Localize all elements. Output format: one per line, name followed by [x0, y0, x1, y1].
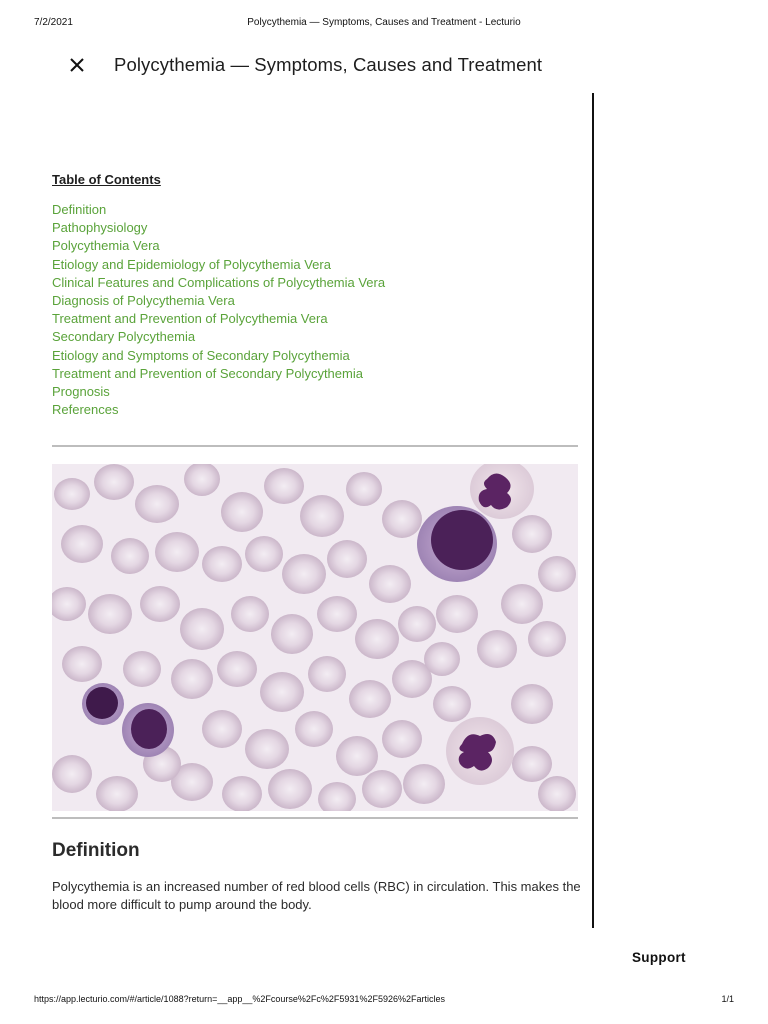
- small-lymphocyte-cell-2: [122, 703, 174, 757]
- toc-link-secondary-polycythemia[interactable]: Secondary Polycythemia: [52, 329, 196, 345]
- support-button[interactable]: Support: [632, 950, 686, 965]
- red-blood-cell: [96, 776, 138, 811]
- toc-item: [52, 401, 578, 419]
- toc-item: [52, 219, 578, 237]
- red-blood-cell: [349, 680, 391, 718]
- toc-item: [52, 237, 578, 255]
- red-blood-cell: [346, 472, 382, 506]
- definition-paragraph: Polycythemia is an increased number of red blood cells (RBC) in circulation. This makes the blood more difficult to pump around the body.: [52, 879, 581, 913]
- divider: [52, 817, 578, 819]
- red-blood-cell: [264, 468, 304, 504]
- red-blood-cell: [217, 651, 257, 687]
- red-blood-cell: [398, 606, 436, 642]
- red-blood-cell: [231, 596, 269, 632]
- toc-link-diagnosis-pv[interactable]: Diagnosis of Polycythemia Vera: [52, 292, 235, 308]
- red-blood-cell: [202, 546, 242, 582]
- red-blood-cell: [528, 621, 566, 657]
- sidebar-divider: [592, 93, 594, 928]
- red-blood-cell: [123, 651, 161, 687]
- divider: [52, 445, 578, 447]
- red-blood-cell: [135, 485, 179, 523]
- toc-link-etiology-secondary[interactable]: Etiology and Symptoms of Secondary Polycythemia: [52, 347, 350, 363]
- toc-item: [52, 365, 578, 383]
- red-blood-cell: [477, 630, 517, 668]
- print-page-count: 1/1: [721, 994, 734, 1004]
- table-of-contents: [52, 172, 578, 419]
- red-blood-cell: [222, 776, 262, 811]
- section-heading-definition: Definition: [52, 840, 140, 861]
- red-blood-cell: [54, 478, 90, 510]
- red-blood-cell: [538, 776, 576, 811]
- red-blood-cell: [300, 495, 344, 537]
- toc-link-references[interactable]: References: [52, 402, 119, 418]
- red-blood-cell: [111, 538, 149, 574]
- red-blood-cell: [355, 619, 399, 659]
- toc-link-etiology-epidemiology-pv[interactable]: Etiology and Epidemiology of Polycythemia Vera: [52, 256, 331, 272]
- print-header: [0, 17, 768, 31]
- red-blood-cell: [202, 710, 242, 748]
- red-blood-cell: [260, 672, 304, 712]
- red-blood-cell: [171, 659, 213, 699]
- toc-item: [52, 292, 578, 310]
- print-footer: [0, 994, 768, 1008]
- red-blood-cell: [501, 584, 543, 624]
- toc-link-treatment-pv[interactable]: Treatment and Prevention of Polycythemia Vera: [52, 311, 328, 327]
- red-blood-cell: [140, 586, 180, 622]
- small-lymphocyte-cell-1: [82, 683, 124, 725]
- red-blood-cell: [317, 596, 357, 632]
- red-blood-cell: [245, 536, 283, 572]
- red-blood-cell: [436, 595, 478, 633]
- red-blood-cell: [271, 614, 313, 654]
- toc-link-definition[interactable]: Definition: [52, 202, 107, 217]
- red-blood-cell: [221, 492, 263, 532]
- lymphocyte-cell: [417, 506, 497, 582]
- toc-item: [52, 383, 578, 401]
- red-blood-cell: [369, 565, 411, 603]
- toc-link-polycythemia-vera[interactable]: Polycythemia Vera: [52, 238, 160, 254]
- red-blood-cell: [336, 736, 378, 776]
- red-blood-cell: [512, 515, 552, 553]
- toc-heading: Table of Contents: [52, 172, 161, 187]
- red-blood-cell: [382, 720, 422, 758]
- red-blood-cell: [88, 594, 132, 634]
- red-blood-cell: [362, 770, 402, 808]
- red-blood-cell: [511, 684, 553, 724]
- toc-item: [52, 201, 578, 219]
- red-blood-cell: [308, 656, 346, 692]
- toc-link-prognosis[interactable]: Prognosis: [52, 383, 110, 399]
- red-blood-cell: [268, 769, 312, 809]
- red-blood-cell: [295, 711, 333, 747]
- print-date: 7/2/2021: [34, 17, 73, 28]
- red-blood-cell: [282, 554, 326, 594]
- blood-smear-image: [52, 464, 578, 811]
- close-button[interactable]: [66, 54, 88, 76]
- toc-link-treatment-secondary[interactable]: Treatment and Prevention of Secondary Polycythemia: [52, 365, 363, 381]
- article-topbar: [66, 50, 542, 80]
- neutrophil-cell-bottom: [446, 717, 514, 785]
- red-blood-cell: [424, 642, 460, 676]
- close-icon: [69, 57, 85, 73]
- toc-link-clinical-features-pv[interactable]: Clinical Features and Complications of Polycythemia Vera: [52, 274, 386, 290]
- red-blood-cell: [245, 729, 289, 769]
- toc-item: [52, 347, 578, 365]
- red-blood-cell: [61, 525, 103, 563]
- red-blood-cell: [403, 764, 445, 804]
- blood-smear-illustration: [52, 464, 578, 811]
- toc-item: [52, 256, 578, 274]
- red-blood-cell: [180, 608, 224, 650]
- red-blood-cell: [538, 556, 576, 592]
- toc-item: [52, 310, 578, 328]
- page-title: Polycythemia — Symptoms, Causes and Treatment: [114, 54, 543, 75]
- toc-link-pathophysiology[interactable]: Pathophysiology: [52, 220, 148, 236]
- print-document-title: Polycythemia — Symptoms, Causes and Treatment - Lecturio: [247, 17, 521, 28]
- red-blood-cell: [52, 755, 92, 793]
- red-blood-cell: [327, 540, 367, 578]
- red-blood-cell: [62, 646, 102, 682]
- toc-list: [52, 201, 578, 419]
- print-url: https://app.lecturio.com/#/article/1088?return=__app__%2Fcourse%2Fc%2F5931%2F5926%2Farticles: [34, 994, 445, 1004]
- toc-item: [52, 274, 578, 292]
- red-blood-cell: [382, 500, 422, 538]
- red-blood-cell: [155, 532, 199, 572]
- toc-item: [52, 328, 578, 346]
- red-blood-cell: [94, 464, 134, 500]
- red-blood-cell: [512, 746, 552, 782]
- red-blood-cell: [433, 686, 471, 722]
